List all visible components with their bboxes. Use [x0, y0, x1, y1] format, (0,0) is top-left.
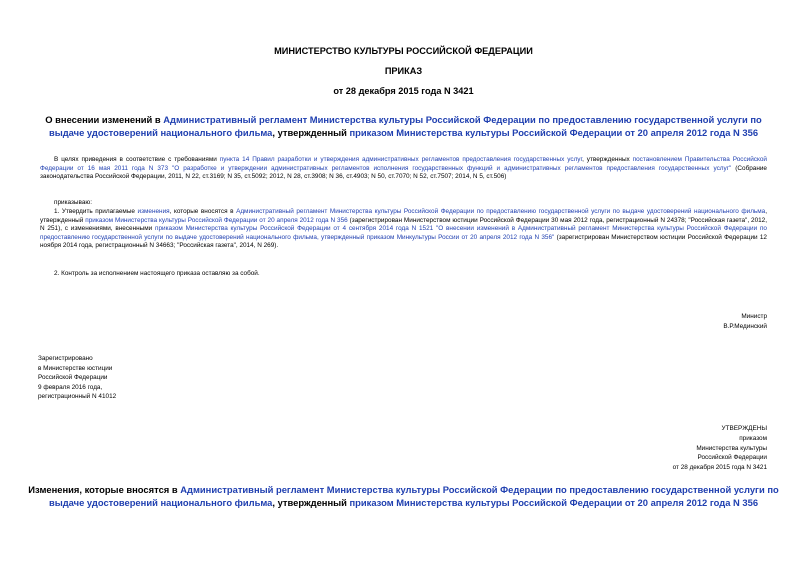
link-order-1521[interactable]: приказом Министерства культуры Российской Федерации от 4 сентября 2014 года N 1521 "О внесении изменений в Административный регламент Министерства культуры Российской Федерации по предоставлению государственной услуги по выдаче удостоверений национального фильма, утвержденный приказом Минкультуры России от 20 апреля 2012 года N 356": [40, 225, 767, 241]
approved-line: Российской Федерации: [697, 454, 767, 462]
paragraph-text: (зарегистрирован Министерством юстиции Российской Федерации 30 мая 2012 года, регистрационный N 24378; "Российская газета", 2012, N 251), с изменениями, внесенными: [40, 216, 768, 233]
title-text: , утвержденный: [272, 126, 350, 138]
signature-position: Министр: [741, 313, 767, 320]
approved-line: от 28 декабря 2015 года N 3421: [672, 464, 767, 472]
changes-title: [20, 484, 787, 509]
link-changes[interactable]: изменения: [137, 208, 170, 215]
signature-block: [567, 312, 767, 331]
paragraph-text: , утвержденный: [40, 208, 767, 224]
title-text: О внесении изменений в: [45, 114, 164, 125]
preamble-paragraph: [40, 156, 767, 182]
registration-line: в Министерстве юстиции: [38, 364, 113, 372]
registration-line: 9 февраля 2016 года,: [38, 383, 103, 391]
approved-line: Министерства культуры: [696, 444, 767, 452]
link-order-356[interactable]: приказом Министерства культуры Российской Федерации от 20 апреля 2012 года N 356: [85, 216, 348, 224]
registration-line: Российской Федерации: [38, 374, 108, 382]
document-type: ПРИКАЗ: [384, 66, 423, 76]
document-date-number: от 28 декабря 2015 года N 3421: [333, 86, 474, 96]
registration-block: [38, 354, 238, 402]
signature-name: В.Р.Мединский: [723, 322, 767, 330]
paragraph-text: , которые вносятся в: [169, 208, 237, 215]
title-link-regulation[interactable]: Административный регламент Министерства культуры Российской Федерации по предоставлению государственной услуги по выдаче удостоверений национального фильма: [48, 114, 762, 138]
link-regulation[interactable]: Административный регламент Министерства культуры Российской Федерации по предоставлению государственной услуги по выдаче удостоверений национального фильма: [236, 208, 766, 215]
title-link-order[interactable]: приказом Министерства культуры Российской Федерации от 20 апреля 2012 года N 356: [349, 126, 759, 138]
paragraph-text: , утвержденных: [582, 156, 633, 163]
order-word: приказываю:: [54, 199, 92, 206]
paragraph-text: (зарегистрирован Министерством юстиции Российской Федерации 12 ноября 2014 года, регистрационный N 34663; "Российская газета", 2014, N 269).: [40, 233, 767, 250]
title-text: Изменения, которые вносятся в: [28, 484, 181, 495]
document-title: [30, 114, 777, 139]
paragraph-text: (Собрание законодательства Российской Федерации, 2011, N 22, ст.3169; N 35, ст.5092; 2012, N 28, ст.3908; N 36, ст.4903; N 50, ст.7070; N 52, ст.7507; 2014, N 5, ст.506): [40, 164, 767, 181]
approved-block: [517, 424, 767, 473]
paragraph-text: В целях приведения в соответствие с требованиями: [54, 156, 220, 163]
approved-line: УТВЕРЖДЕНЫ: [721, 425, 767, 432]
changes-title-link-order[interactable]: приказом Министерства культуры Российской Федерации от 20 апреля 2012 года N 356: [349, 496, 759, 508]
item-2-paragraph: 2. Контроль за исполнением настоящего приказа оставляю за собой.: [54, 270, 260, 277]
registration-line: регистрационный N 41012: [38, 393, 117, 401]
link-rules-item-14[interactable]: пункта 14 Правил разработки и утверждения административных регламентов предоставления государственных услуг: [219, 156, 583, 163]
approved-line: приказом: [739, 434, 767, 442]
registration-line: Зарегистрировано: [38, 355, 93, 362]
paragraph-text: 1. Утвердить прилагаемые: [54, 208, 138, 215]
changes-title-link-regulation[interactable]: Административный регламент Министерства культуры Российской Федерации по предоставлению государственной услуги по выдаче удостоверений национального фильма: [48, 484, 779, 508]
title-text: , утвержденный: [272, 496, 350, 508]
item-1-paragraph: [40, 208, 767, 251]
ministry-heading: МИНИСТЕРСТВО КУЛЬТУРЫ РОССИЙСКОЙ ФЕДЕРАЦИИ: [274, 46, 533, 56]
link-government-resolution-373[interactable]: постановлением Правительства Российской Федерации от 16 мая 2011 года N 373 "О разработке и утверждении административных регламентов исполнения государственных функций и административных регламентов предоставления государственных услуг": [40, 156, 767, 172]
